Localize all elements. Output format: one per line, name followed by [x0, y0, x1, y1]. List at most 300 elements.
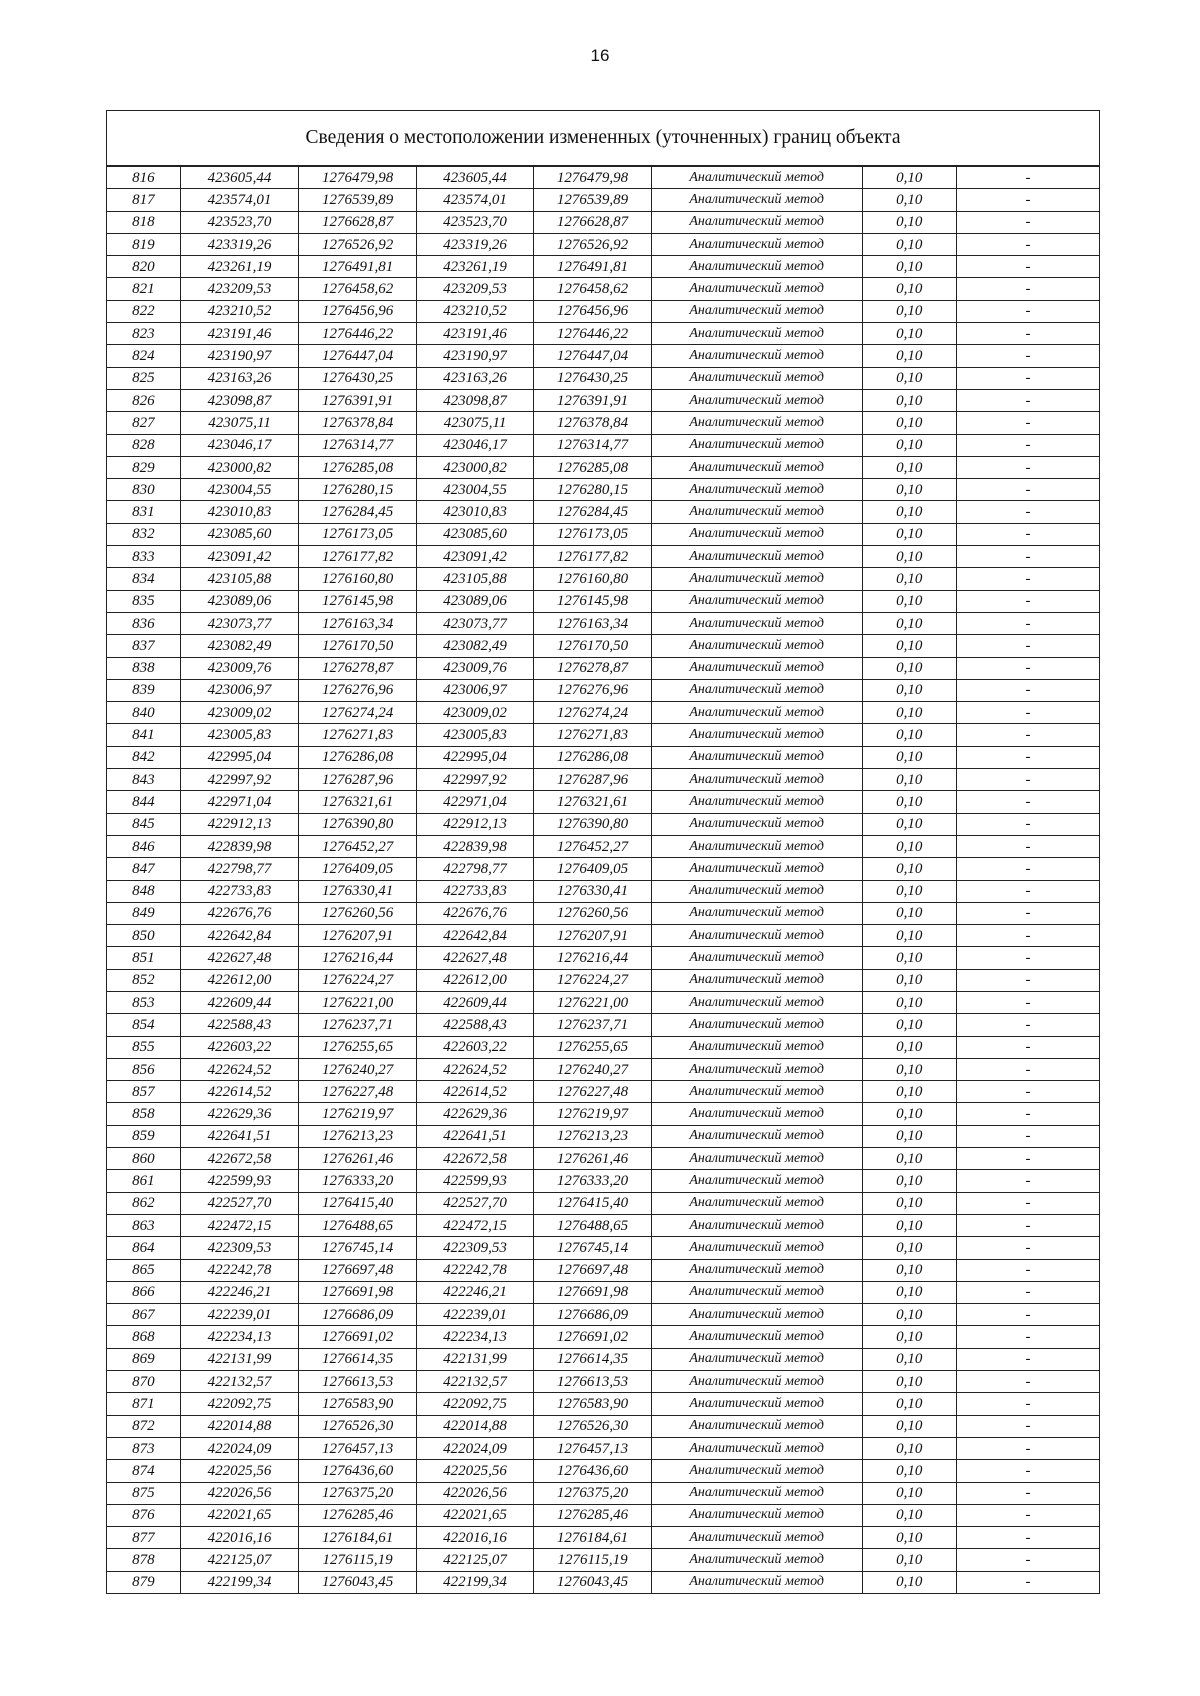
- table-row: [107, 233, 1100, 255]
- cell-y-new: 1276271,83: [534, 724, 651, 746]
- cell-y-new: 1276583,90: [534, 1393, 651, 1415]
- cell-accuracy: 0,10: [862, 389, 956, 411]
- cell-point-number: 823: [107, 323, 181, 345]
- cell-x-existing: 422614,52: [180, 1081, 299, 1103]
- cell-y-existing: 1276216,44: [299, 947, 416, 969]
- cell-y-existing: 1276271,83: [299, 724, 416, 746]
- table-row: [107, 256, 1100, 278]
- cell-method: Аналитический метод: [651, 1437, 862, 1459]
- cell-y-new: 1276390,80: [534, 813, 651, 835]
- cell-method: Аналитический метод: [651, 1281, 862, 1303]
- cell-y-existing: 1276447,04: [299, 345, 416, 367]
- cell-y-new: 1276285,46: [534, 1504, 651, 1526]
- cell-accuracy: 0,10: [862, 412, 956, 434]
- table-row: [107, 1549, 1100, 1571]
- cell-x-existing: 422995,04: [180, 746, 299, 768]
- cell-x-existing: 423523,70: [180, 211, 299, 233]
- table-row: [107, 1482, 1100, 1504]
- cell-y-new: 1276458,62: [534, 278, 651, 300]
- cell-x-new: 423190,97: [416, 345, 533, 367]
- cell-method: Аналитический метод: [651, 858, 862, 880]
- cell-y-new: 1276686,09: [534, 1304, 651, 1326]
- cell-x-new: 422025,56: [416, 1460, 533, 1482]
- cell-description: -: [957, 702, 1100, 724]
- cell-point-number: 876: [107, 1504, 181, 1526]
- cell-y-existing: 1276043,45: [299, 1571, 416, 1593]
- cell-y-existing: 1276378,84: [299, 412, 416, 434]
- table-row: [107, 278, 1100, 300]
- cell-method: Аналитический метод: [651, 679, 862, 701]
- cell-accuracy: 0,10: [862, 925, 956, 947]
- cell-description: -: [957, 813, 1100, 835]
- table-row: [107, 412, 1100, 434]
- cell-description: -: [957, 679, 1100, 701]
- cell-method: Аналитический метод: [651, 1237, 862, 1259]
- cell-x-new: 422912,13: [416, 813, 533, 835]
- cell-y-new: 1276278,87: [534, 657, 651, 679]
- cell-y-new: 1276488,65: [534, 1214, 651, 1236]
- cell-y-existing: 1276221,00: [299, 991, 416, 1013]
- cell-x-new: 422672,58: [416, 1148, 533, 1170]
- cell-point-number: 867: [107, 1304, 181, 1326]
- cell-point-number: 825: [107, 367, 181, 389]
- table-row: [107, 1326, 1100, 1348]
- cell-x-existing: 422309,53: [180, 1237, 299, 1259]
- cell-accuracy: 0,10: [862, 835, 956, 857]
- cell-description: -: [957, 991, 1100, 1013]
- table-row: [107, 635, 1100, 657]
- cell-x-new: 422131,99: [416, 1348, 533, 1370]
- cell-x-new: 422309,53: [416, 1237, 533, 1259]
- table-row: [107, 1527, 1100, 1549]
- cell-x-existing: 423319,26: [180, 233, 299, 255]
- cell-accuracy: 0,10: [862, 211, 956, 233]
- table-row: [107, 657, 1100, 679]
- cell-description: -: [957, 1571, 1100, 1593]
- cell-x-existing: 422016,16: [180, 1527, 299, 1549]
- cell-point-number: 874: [107, 1460, 181, 1482]
- cell-description: -: [957, 1170, 1100, 1192]
- cell-y-existing: 1276330,41: [299, 880, 416, 902]
- cell-description: -: [957, 1326, 1100, 1348]
- cell-method: Аналитический метод: [651, 479, 862, 501]
- cell-accuracy: 0,10: [862, 1437, 956, 1459]
- cell-x-new: 423089,06: [416, 590, 533, 612]
- cell-y-new: 1276280,15: [534, 479, 651, 501]
- cell-description: -: [957, 835, 1100, 857]
- cell-x-existing: 423091,42: [180, 546, 299, 568]
- cell-accuracy: 0,10: [862, 1237, 956, 1259]
- cell-description: -: [957, 1237, 1100, 1259]
- cell-point-number: 855: [107, 1036, 181, 1058]
- cell-accuracy: 0,10: [862, 1326, 956, 1348]
- cell-description: -: [957, 1393, 1100, 1415]
- cell-accuracy: 0,10: [862, 1148, 956, 1170]
- table-row: [107, 568, 1100, 590]
- cell-y-existing: 1276333,20: [299, 1170, 416, 1192]
- table-row: [107, 1371, 1100, 1393]
- cell-method: Аналитический метод: [651, 880, 862, 902]
- cell-point-number: 843: [107, 769, 181, 791]
- table-row: [107, 969, 1100, 991]
- cell-x-existing: 422132,57: [180, 1371, 299, 1393]
- cell-description: -: [957, 858, 1100, 880]
- cell-description: -: [957, 1125, 1100, 1147]
- cell-y-new: 1276227,48: [534, 1081, 651, 1103]
- cell-y-new: 1276691,98: [534, 1281, 651, 1303]
- cell-accuracy: 0,10: [862, 1058, 956, 1080]
- cell-x-existing: 423191,46: [180, 323, 299, 345]
- cell-y-new: 1276456,96: [534, 300, 651, 322]
- cell-description: -: [957, 211, 1100, 233]
- cell-description: -: [957, 1437, 1100, 1459]
- cell-point-number: 864: [107, 1237, 181, 1259]
- table-row: [107, 1281, 1100, 1303]
- cell-point-number: 837: [107, 635, 181, 657]
- cell-point-number: 841: [107, 724, 181, 746]
- cell-accuracy: 0,10: [862, 256, 956, 278]
- cell-method: Аналитический метод: [651, 925, 862, 947]
- cell-x-existing: 422472,15: [180, 1214, 299, 1236]
- cell-y-new: 1276378,84: [534, 412, 651, 434]
- cell-description: -: [957, 635, 1100, 657]
- cell-x-existing: 422199,34: [180, 1571, 299, 1593]
- cell-point-number: 828: [107, 434, 181, 456]
- cell-x-new: 422021,65: [416, 1504, 533, 1526]
- cell-method: Аналитический метод: [651, 590, 862, 612]
- cell-description: -: [957, 1281, 1100, 1303]
- cell-description: -: [957, 479, 1100, 501]
- cell-point-number: 821: [107, 278, 181, 300]
- table-body: [107, 166, 1100, 1594]
- table-row: [107, 902, 1100, 924]
- cell-point-number: 861: [107, 1170, 181, 1192]
- cell-method: Аналитический метод: [651, 902, 862, 924]
- cell-x-new: 423191,46: [416, 323, 533, 345]
- cell-y-new: 1276286,08: [534, 746, 651, 768]
- cell-x-existing: 422624,52: [180, 1058, 299, 1080]
- cell-accuracy: 0,10: [862, 1504, 956, 1526]
- cell-y-existing: 1276613,53: [299, 1371, 416, 1393]
- cell-point-number: 819: [107, 233, 181, 255]
- cell-method: Аналитический метод: [651, 211, 862, 233]
- cell-x-new: 422132,57: [416, 1371, 533, 1393]
- cell-y-new: 1276430,25: [534, 367, 651, 389]
- cell-y-new: 1276321,61: [534, 791, 651, 813]
- cell-x-existing: 422026,56: [180, 1482, 299, 1504]
- table-row: [107, 769, 1100, 791]
- cell-x-existing: 423000,82: [180, 456, 299, 478]
- cell-y-existing: 1276286,08: [299, 746, 416, 768]
- cell-x-new: 422676,76: [416, 902, 533, 924]
- cell-method: Аналитический метод: [651, 323, 862, 345]
- cell-point-number: 816: [107, 166, 181, 189]
- cell-x-existing: 422612,00: [180, 969, 299, 991]
- cell-point-number: 831: [107, 501, 181, 523]
- cell-y-existing: 1276287,96: [299, 769, 416, 791]
- table-row: [107, 1437, 1100, 1459]
- cell-x-existing: 422234,13: [180, 1326, 299, 1348]
- table-row: [107, 835, 1100, 857]
- table-row: [107, 925, 1100, 947]
- cell-x-new: 423006,97: [416, 679, 533, 701]
- cell-y-new: 1276614,35: [534, 1348, 651, 1370]
- table-row: [107, 1148, 1100, 1170]
- cell-x-existing: 423075,11: [180, 412, 299, 434]
- cell-y-existing: 1276452,27: [299, 835, 416, 857]
- cell-y-new: 1276284,45: [534, 501, 651, 523]
- cell-accuracy: 0,10: [862, 590, 956, 612]
- cell-y-existing: 1276456,96: [299, 300, 416, 322]
- cell-y-new: 1276526,92: [534, 233, 651, 255]
- cell-x-existing: 423009,02: [180, 702, 299, 724]
- cell-accuracy: 0,10: [862, 991, 956, 1013]
- cell-x-existing: 423261,19: [180, 256, 299, 278]
- cell-method: Аналитический метод: [651, 947, 862, 969]
- cell-description: -: [957, 568, 1100, 590]
- cell-y-existing: 1276375,20: [299, 1482, 416, 1504]
- table-row: [107, 1571, 1100, 1593]
- cell-y-new: 1276274,24: [534, 702, 651, 724]
- cell-point-number: 869: [107, 1348, 181, 1370]
- cell-point-number: 839: [107, 679, 181, 701]
- cell-method: Аналитический метод: [651, 523, 862, 545]
- cell-x-new: 423319,26: [416, 233, 533, 255]
- cell-x-new: 422971,04: [416, 791, 533, 813]
- cell-accuracy: 0,10: [862, 791, 956, 813]
- cell-point-number: 878: [107, 1549, 181, 1571]
- cell-point-number: 854: [107, 1014, 181, 1036]
- table-row: [107, 590, 1100, 612]
- cell-point-number: 838: [107, 657, 181, 679]
- cell-x-new: 423010,83: [416, 501, 533, 523]
- cell-x-existing: 422609,44: [180, 991, 299, 1013]
- cell-y-new: 1276213,23: [534, 1125, 651, 1147]
- cell-x-existing: 423105,88: [180, 568, 299, 590]
- table-row: [107, 1081, 1100, 1103]
- cell-method: Аналитический метод: [651, 657, 862, 679]
- table-row: [107, 166, 1100, 189]
- cell-method: Аналитический метод: [651, 1192, 862, 1214]
- cell-accuracy: 0,10: [862, 858, 956, 880]
- cell-x-existing: 423006,97: [180, 679, 299, 701]
- cell-point-number: 879: [107, 1571, 181, 1593]
- cell-x-existing: 422588,43: [180, 1014, 299, 1036]
- cell-description: -: [957, 389, 1100, 411]
- cell-x-existing: 423190,97: [180, 345, 299, 367]
- cell-method: Аналитический метод: [651, 1081, 862, 1103]
- cell-x-new: 423085,60: [416, 523, 533, 545]
- table-row: [107, 345, 1100, 367]
- cell-method: Аналитический метод: [651, 1460, 862, 1482]
- cell-y-new: 1276184,61: [534, 1527, 651, 1549]
- cell-accuracy: 0,10: [862, 456, 956, 478]
- cell-x-new: 423005,83: [416, 724, 533, 746]
- cell-x-new: 423009,02: [416, 702, 533, 724]
- cell-point-number: 844: [107, 791, 181, 813]
- cell-y-existing: 1276285,46: [299, 1504, 416, 1526]
- cell-method: Аналитический метод: [651, 300, 862, 322]
- cell-point-number: 830: [107, 479, 181, 501]
- table-title: Сведения о местоположении измененных (уточненных) границ объекта: [107, 111, 1100, 167]
- cell-point-number: 826: [107, 389, 181, 411]
- table-row: [107, 434, 1100, 456]
- table-row: [107, 880, 1100, 902]
- cell-y-new: 1276287,96: [534, 769, 651, 791]
- cell-description: -: [957, 1192, 1100, 1214]
- cell-accuracy: 0,10: [862, 746, 956, 768]
- cell-description: -: [957, 925, 1100, 947]
- cell-x-new: 422839,98: [416, 835, 533, 857]
- cell-accuracy: 0,10: [862, 323, 956, 345]
- cell-y-new: 1276115,19: [534, 1549, 651, 1571]
- cell-y-new: 1276479,98: [534, 166, 651, 189]
- cell-method: Аналитический метод: [651, 166, 862, 189]
- cell-y-existing: 1276697,48: [299, 1259, 416, 1281]
- table-row: [107, 389, 1100, 411]
- cell-y-existing: 1276224,27: [299, 969, 416, 991]
- table-row: [107, 1237, 1100, 1259]
- cell-x-existing: 423098,87: [180, 389, 299, 411]
- cell-x-existing: 422131,99: [180, 1348, 299, 1370]
- cell-accuracy: 0,10: [862, 233, 956, 255]
- cell-method: Аналитический метод: [651, 233, 862, 255]
- cell-accuracy: 0,10: [862, 902, 956, 924]
- cell-accuracy: 0,10: [862, 367, 956, 389]
- cell-y-existing: 1276160,80: [299, 568, 416, 590]
- cell-x-new: 423163,26: [416, 367, 533, 389]
- cell-y-new: 1276447,04: [534, 345, 651, 367]
- cell-y-existing: 1276446,22: [299, 323, 416, 345]
- table-row: [107, 189, 1100, 211]
- cell-accuracy: 0,10: [862, 1081, 956, 1103]
- cell-x-new: 422014,88: [416, 1415, 533, 1437]
- cell-description: -: [957, 590, 1100, 612]
- cell-point-number: 842: [107, 746, 181, 768]
- cell-point-number: 853: [107, 991, 181, 1013]
- cell-method: Аналитический метод: [651, 702, 862, 724]
- cell-method: Аналитический метод: [651, 1415, 862, 1437]
- cell-method: Аналитический метод: [651, 568, 862, 590]
- cell-x-new: 422024,09: [416, 1437, 533, 1459]
- cell-x-new: 423075,11: [416, 412, 533, 434]
- cell-point-number: 875: [107, 1482, 181, 1504]
- cell-description: -: [957, 746, 1100, 768]
- cell-x-existing: 422242,78: [180, 1259, 299, 1281]
- cell-x-new: 423091,42: [416, 546, 533, 568]
- table-row: [107, 1192, 1100, 1214]
- cell-description: -: [957, 1103, 1100, 1125]
- cell-x-new: 422627,48: [416, 947, 533, 969]
- cell-y-existing: 1276745,14: [299, 1237, 416, 1259]
- cell-point-number: 827: [107, 412, 181, 434]
- cell-y-existing: 1276184,61: [299, 1527, 416, 1549]
- cell-point-number: 848: [107, 880, 181, 902]
- cell-method: Аналитический метод: [651, 835, 862, 857]
- cell-point-number: 836: [107, 612, 181, 634]
- cell-point-number: 856: [107, 1058, 181, 1080]
- cell-x-new: 423105,88: [416, 568, 533, 590]
- cell-accuracy: 0,10: [862, 1214, 956, 1236]
- cell-x-new: 423209,53: [416, 278, 533, 300]
- cell-y-new: 1276330,41: [534, 880, 651, 902]
- cell-y-existing: 1276227,48: [299, 1081, 416, 1103]
- cell-y-new: 1276539,89: [534, 189, 651, 211]
- cell-y-existing: 1276285,08: [299, 456, 416, 478]
- cell-x-existing: 422025,56: [180, 1460, 299, 1482]
- cell-x-existing: 423073,77: [180, 612, 299, 634]
- cell-method: Аналитический метод: [651, 813, 862, 835]
- cell-x-new: 423082,49: [416, 635, 533, 657]
- cell-y-new: 1276043,45: [534, 1571, 651, 1593]
- cell-x-existing: 423010,83: [180, 501, 299, 523]
- cell-y-existing: 1276430,25: [299, 367, 416, 389]
- cell-y-existing: 1276415,40: [299, 1192, 416, 1214]
- cell-x-existing: 422239,01: [180, 1304, 299, 1326]
- cell-accuracy: 0,10: [862, 501, 956, 523]
- cell-accuracy: 0,10: [862, 635, 956, 657]
- cell-y-new: 1276276,96: [534, 679, 651, 701]
- cell-y-new: 1276177,82: [534, 546, 651, 568]
- cell-x-existing: 423574,01: [180, 189, 299, 211]
- cell-description: -: [957, 1081, 1100, 1103]
- table-row: [107, 1214, 1100, 1236]
- cell-y-new: 1276260,56: [534, 902, 651, 924]
- cell-method: Аналитический метод: [651, 1125, 862, 1147]
- table-row: [107, 1348, 1100, 1370]
- cell-x-new: 422629,36: [416, 1103, 533, 1125]
- cell-accuracy: 0,10: [862, 1393, 956, 1415]
- cell-y-existing: 1276207,91: [299, 925, 416, 947]
- cell-method: Аналитический метод: [651, 969, 862, 991]
- cell-point-number: 868: [107, 1326, 181, 1348]
- cell-accuracy: 0,10: [862, 769, 956, 791]
- cell-y-new: 1276237,71: [534, 1014, 651, 1036]
- cell-x-existing: 422912,13: [180, 813, 299, 835]
- cell-description: -: [957, 1304, 1100, 1326]
- table-row: [107, 546, 1100, 568]
- cell-accuracy: 0,10: [862, 1371, 956, 1393]
- cell-method: Аналитический метод: [651, 1036, 862, 1058]
- cell-x-new: 423605,44: [416, 166, 533, 189]
- cell-y-new: 1276697,48: [534, 1259, 651, 1281]
- cell-method: Аналитический метод: [651, 1148, 862, 1170]
- cell-accuracy: 0,10: [862, 702, 956, 724]
- cell-method: Аналитический метод: [651, 1326, 862, 1348]
- cell-point-number: 870: [107, 1371, 181, 1393]
- cell-point-number: 817: [107, 189, 181, 211]
- cell-y-existing: 1276479,98: [299, 166, 416, 189]
- cell-description: -: [957, 724, 1100, 746]
- table-row: [107, 1058, 1100, 1080]
- cell-accuracy: 0,10: [862, 523, 956, 545]
- cell-y-existing: 1276539,89: [299, 189, 416, 211]
- cell-y-existing: 1276173,05: [299, 523, 416, 545]
- cell-x-new: 422092,75: [416, 1393, 533, 1415]
- cell-accuracy: 0,10: [862, 166, 956, 189]
- cell-x-existing: 422798,77: [180, 858, 299, 880]
- cell-y-existing: 1276274,24: [299, 702, 416, 724]
- cell-x-new: 422016,16: [416, 1527, 533, 1549]
- cell-method: Аналитический метод: [651, 1371, 862, 1393]
- cell-x-new: 422234,13: [416, 1326, 533, 1348]
- table-row: [107, 858, 1100, 880]
- cell-accuracy: 0,10: [862, 1281, 956, 1303]
- cell-x-existing: 422603,22: [180, 1036, 299, 1058]
- cell-method: Аналитический метод: [651, 724, 862, 746]
- cell-description: -: [957, 233, 1100, 255]
- cell-point-number: 858: [107, 1103, 181, 1125]
